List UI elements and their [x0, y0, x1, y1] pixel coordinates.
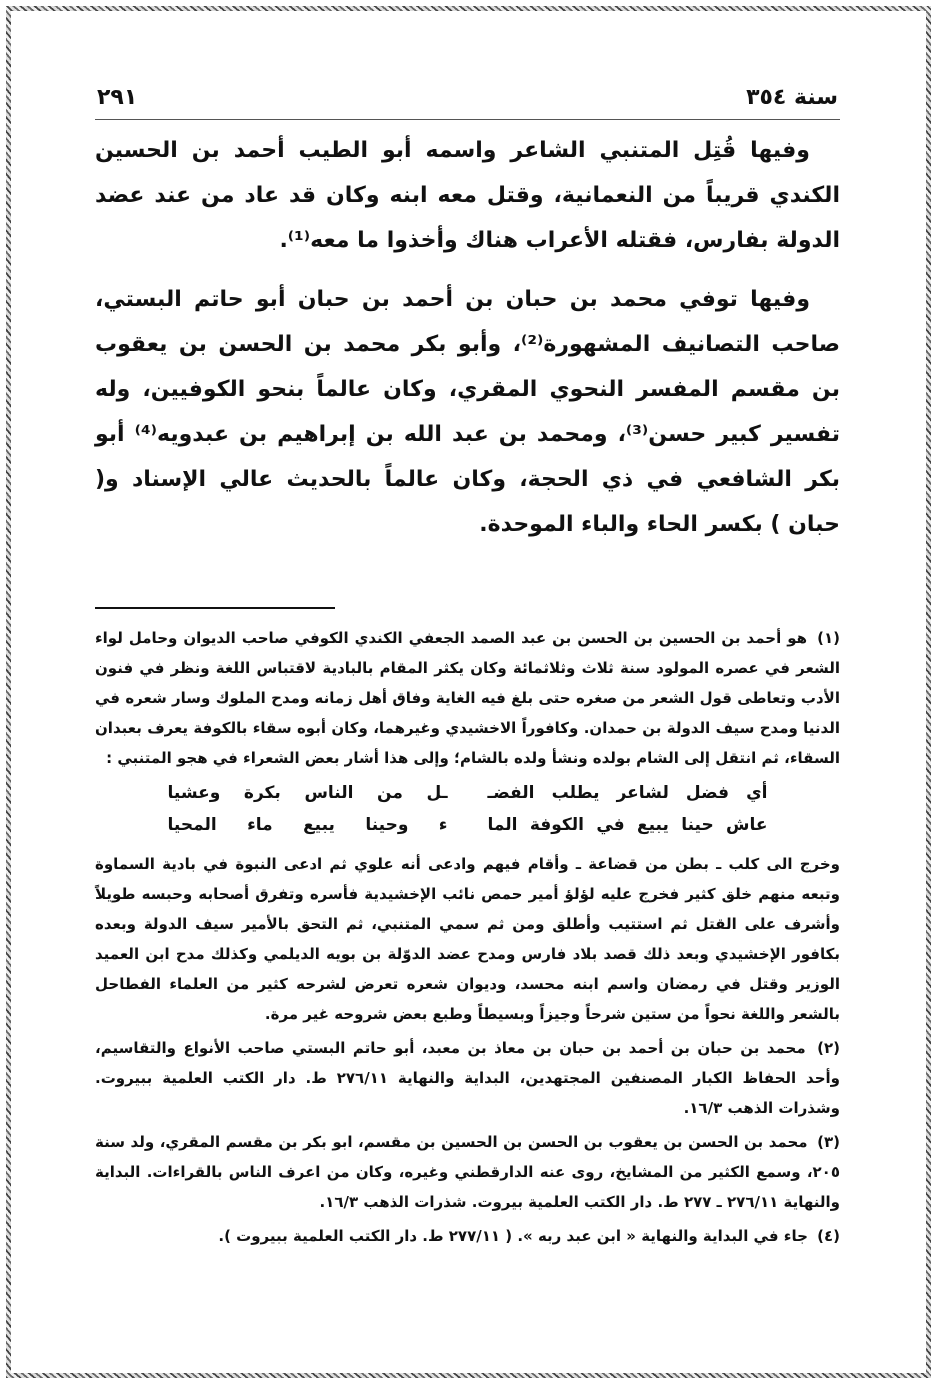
footnote-number: (٤) [817, 1227, 840, 1245]
footnote-3 [95, 1127, 840, 1217]
page-number: ٢٩١ [97, 85, 138, 110]
book-page [95, 85, 840, 1255]
footnote-text: هو أحمد بن الحسين بن الحسن بن عبد الصمد الجعفي الكندي الكوفي صاحب الديوان وحامل لواء الشعر في عصره المولود سنة ثلاث وثلاثمائة وكان يكثر المقام بالبادية لاقتباس اللغة ونظر في فنون الأدب وتعاطى قول الشعر من صغره حتى بلغ فيه الغاية وفاق أهل زمانه ومدح الملوك وسار شعره في الدنيا ومدح سيف الدولة بن حمدان. وكافوراً الاخشيدي وغيرهما، وكان أبوه سقاء بالكوفة يعرف بعبدان السقاء، ثم انتقل إلى الشام بولده ونشأ ولده بالشام؛ وإلى هذا أشار بعض الشعراء في هجو المتنبي : [95, 629, 840, 767]
footnote-continuation: وخرج الى كلب ـ بطن من قضاعة ـ وأقام فيهم وادعى أنه علوي ثم ادعى النبوة في بادية السماوة وتبعه منهم خلق كثير فخرج عليه لؤلؤ أمير حمص نائب الإخشيدية فأسره وتفرق أصحابه وحبسه طويلاً وأشرف على القتل ثم استتيب وأطلق ومن ثم سمي المتنبي، ثم التحق بالأمير سيف الدولة وبعده بكافور الإخشيدي وبعد ذلك قصد بلاد فارس ومدح عضد الدوّلة بن بويه الديلمي وكذلك مدح ابن العميد الوزير وقتل في رمضان واسم ابنه محسد، وديوان شعره تعرض لشرحه كثير من العلماء الفطاحل بالشعر واللغة نحواً من ستين شرحاً وجيزاً وبسيطاً وطبع بعض شروحه غير مرة. [95, 855, 840, 1023]
footnote-separator [95, 607, 335, 609]
footnote-number: (٢) [817, 1039, 840, 1057]
verse-hemistich: ء وحينا يبيع ماء المحيا [167, 815, 448, 835]
paragraph: وفيها قُتِل المتنبي الشاعر واسمه أبو الطيب أحمد بن الحسين الكندي قريباً من النعمانية، وقتل معه ابنه وكان قد عاد من عند عضد الدولة بفارس، فقتله الأعراب هناك وأخذوا ما معه⁽¹⁾. [95, 138, 840, 253]
verse-hemistich: أي فضل لشاعر يطلب الفضـ [487, 783, 768, 803]
year-label: سنة ٣٥٤ [746, 85, 838, 110]
footnote-text: محمد بن الحسن بن يعقوب بن الحسن بن الحسين بن مقسم، ابو بكر بن مقسم المقري، ولد سنة ٢٠٥، وسمع الكثير من المشايخ، روى عنه الدارقطني وغيره، وكان من اعرف الناس بالقراءات. البداية والنهاية ٢٧٦/١١ ـ ٢٧٧ ط. دار الكتب العلمية بيروت. شذرات الذهب ١٦/٣. [95, 1133, 840, 1211]
paragraph: وفيها توفي محمد بن حبان بن أحمد بن حبان أبو حاتم البستي، صاحب التصانيف المشهورة⁽²⁾، وأبو بكر محمد بن الحسن بن يعقوب بن مقسم المفسر النحوي المقري، وكان عالماً بنحو الكوفيين، وله تفسير كبير حسن⁽³⁾، ومحمد بن عبد الله بن إبراهيم بن عبدويه⁽⁴⁾ أبو بكر الشافعي في ذي الحجة، وكان عالماً بالحديث عالي الإسناد و( حبان ) بكسر الحاء والباء الموحدة. [95, 287, 841, 537]
verse-hemistich: ـل من الناس بكرة وعشيا [167, 783, 448, 803]
footnote-4 [95, 1221, 840, 1251]
footnote-number: (٣) [817, 1133, 840, 1151]
main-text [95, 128, 840, 547]
footnote-text: محمد بن حبان بن أحمد بن حبان بن معاذ بن معبد، أبو حاتم البستي صاحب الأنواع والتقاسيم، وأحد الحفاظ الكبار المصنفين المجتهدين، البداية والنهاية ٢٧٦/١١ ط. دار الكتب العلمية ببيروت. وشذرات الذهب ١٦/٣. [95, 1039, 840, 1117]
running-header [95, 85, 840, 120]
footnote-number: (١) [817, 629, 840, 647]
footnote-1 [95, 623, 840, 773]
verse-hemistich: عاش حينا يبيع في الكوفة الما [487, 815, 768, 835]
footnote-text: جاء في البداية والنهاية « ابن عبد ربه ». ( ٢٧٧/١١ ط. دار الكتب العلمية ببيروت ). [218, 1227, 808, 1245]
footnotes [95, 623, 840, 1251]
footnote-2 [95, 1033, 840, 1123]
poem-verses [168, 777, 768, 841]
